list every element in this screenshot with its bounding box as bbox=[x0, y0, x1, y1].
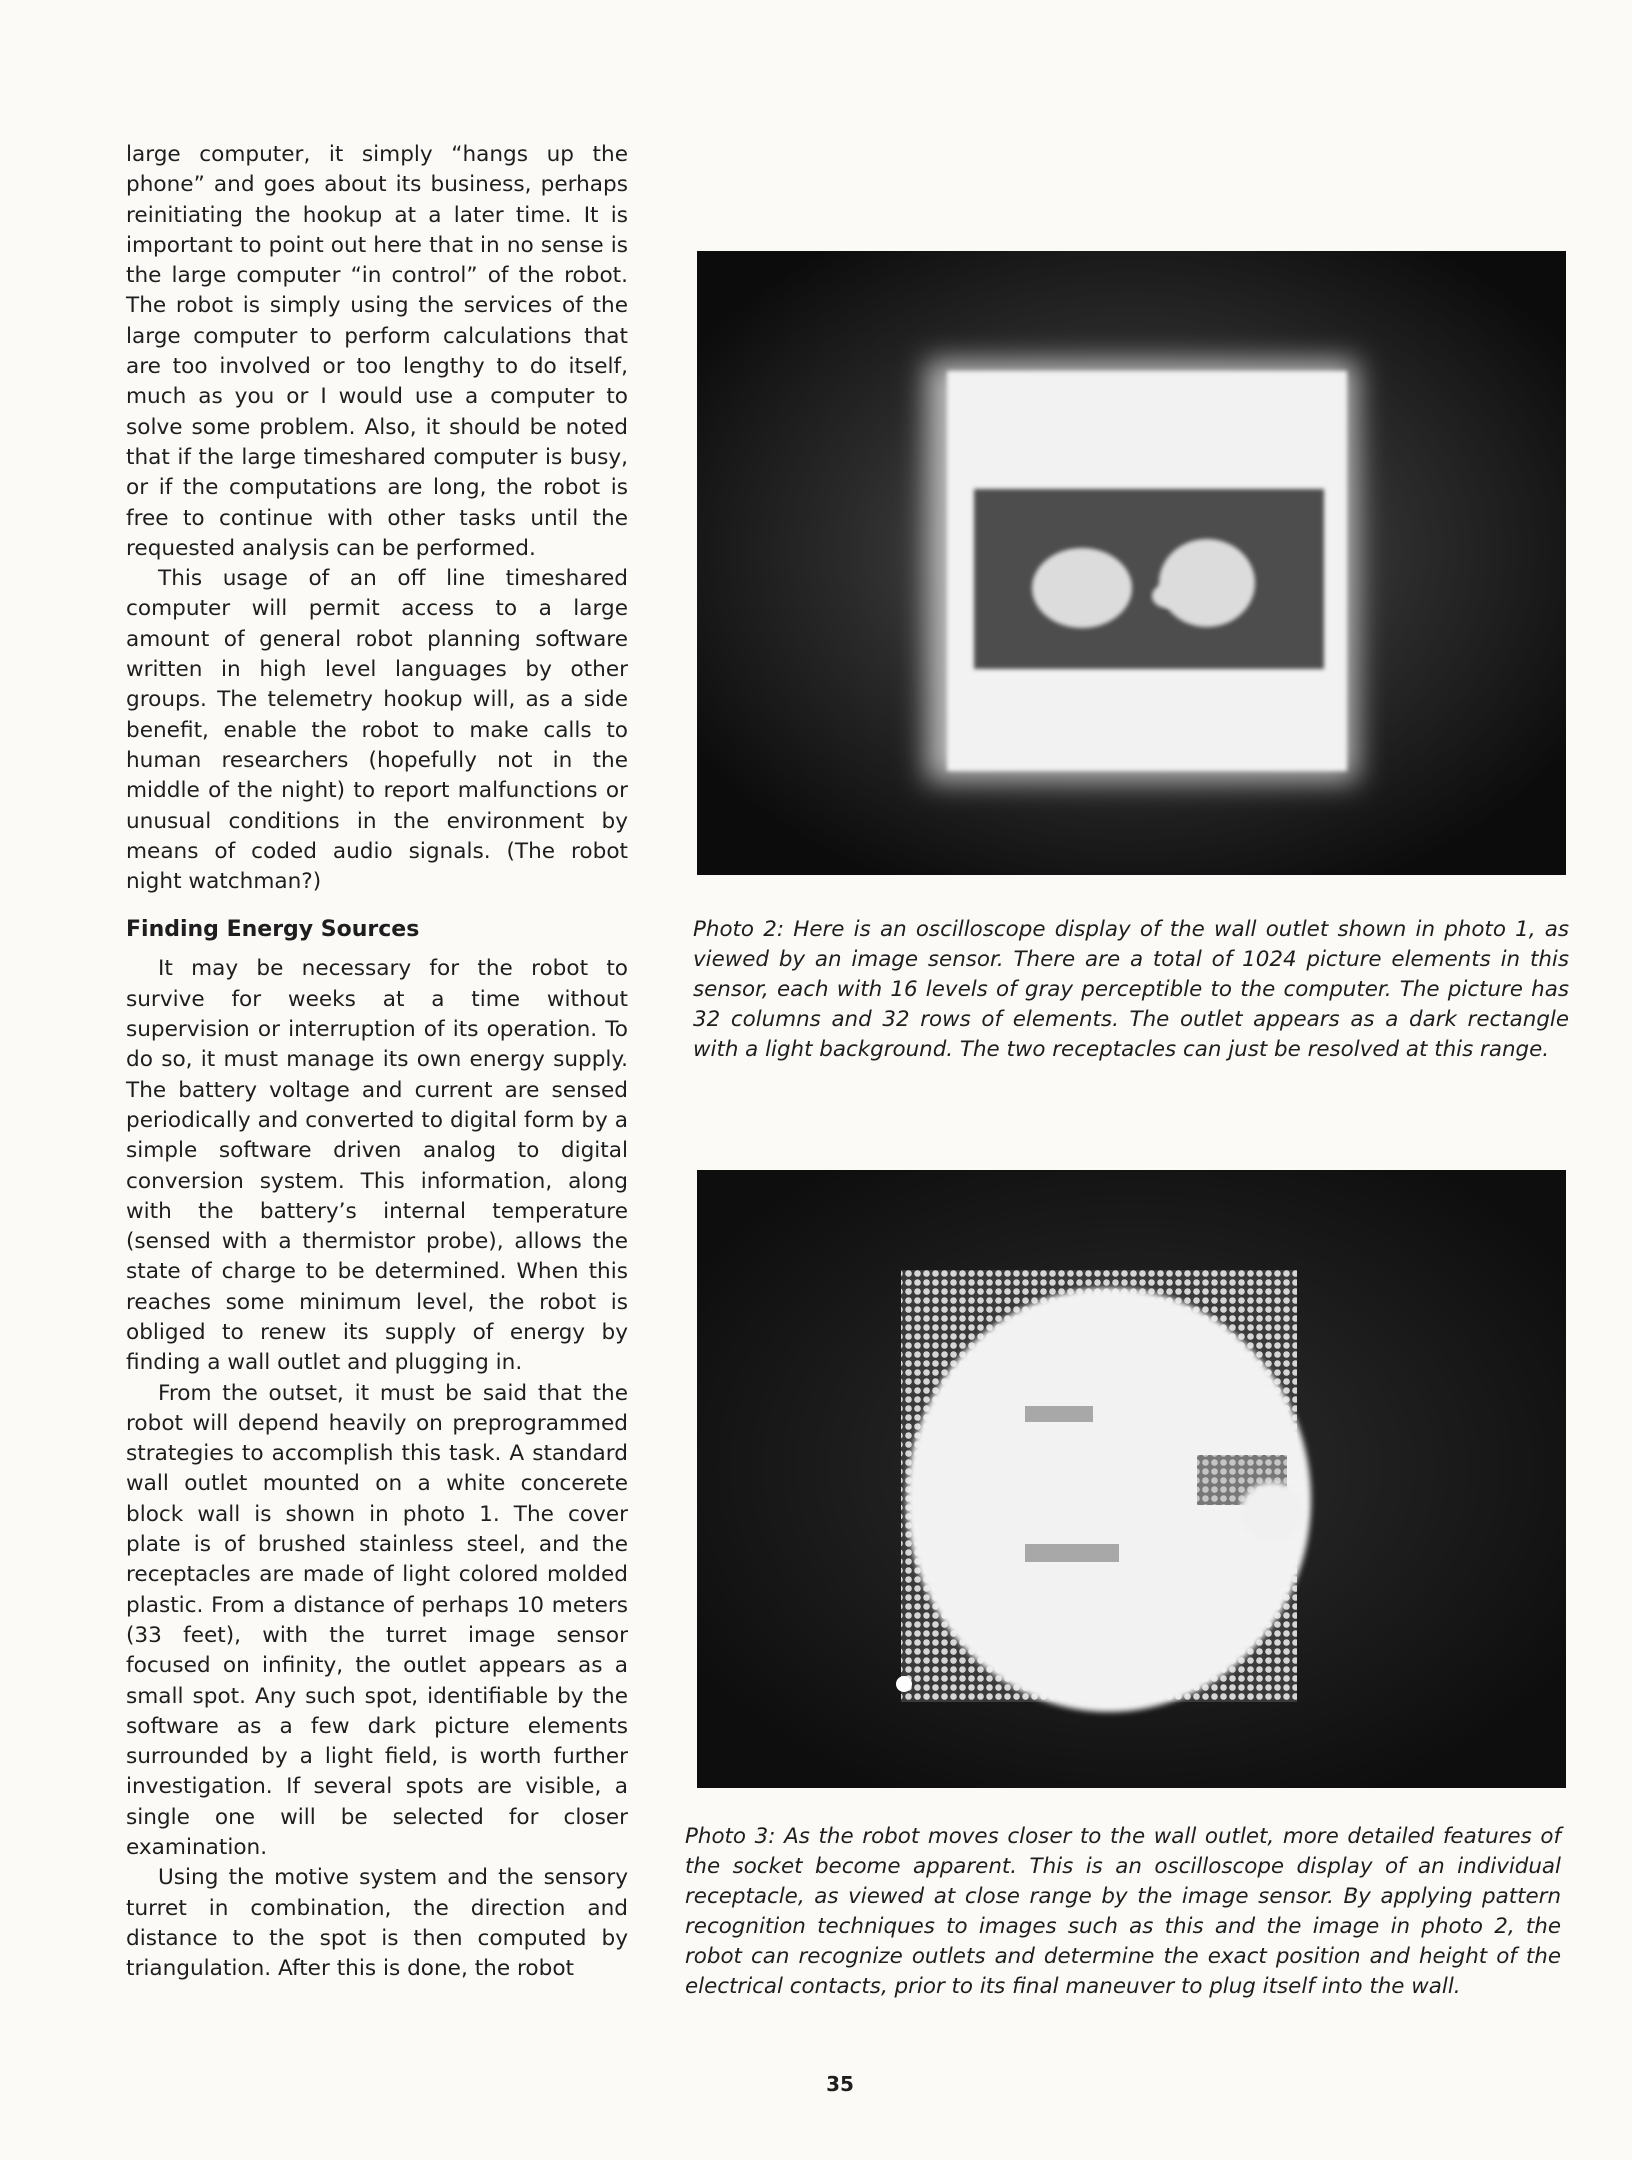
page-number: 35 bbox=[826, 2072, 854, 2096]
photo-3-caption: Photo 3: As the robot moves closer to the wall outlet, more detailed features of the socket become apparent. This is an oscilloscope display of an individual receptacle, as viewed at close range by the image sensor. By applying pattern recognition techniques to images such as this and the image in photo 2, the robot can recognize outlets and determine the exact position and height of the electrical contacts, prior to its final maneuver to plug itself into the wall. bbox=[685, 1824, 1561, 1999]
photo-3-oscilloscope-image bbox=[697, 1170, 1566, 1788]
photo-2-caption: Photo 2: Here is an oscilloscope display of the wall outlet shown in photo 1, as viewed by an image sensor. There are a total of 1024 picture elements in this sensor, each with 16 levels of gray perceptible to the computer. The picture has 32 columns and 32 rows of elements. The outlet appears as a dark rectangle with a light background. The two receptacles can just be resolved at this range. bbox=[693, 917, 1569, 1062]
paragraph-hookup: large computer, it simply “hangs up the phone” and goes about its business, perhaps reinitiating the hookup at a later time. It is important to point out here that in no sense is the large computer “in control” of the robot. The robot is simply using the services of the large computer to perform calculations that are too involved or too lengthy to do itself, much as you or I would use a computer to solve some problem. Also, it should be noted that if the large timeshared computer is busy, or if the computations are long, the robot is free to continue with other tasks until the requested analysis can be performed. bbox=[126, 142, 628, 561]
paragraph-timeshared-usage: This usage of an off line timeshared computer will permit access to a large amount of general robot planning software written in high level languages by other groups. The telemetry hookup will, as a side benefit, enable the robot to make calls to human researchers (hopefully not in the middle of the night) to report malfunctions or unusual conditions in the environment by means of coded audio signals. (The robot night watchman?) bbox=[126, 566, 628, 895]
paragraph-outset: From the outset, it must be said that the robot will depend heavily on preprogrammed strategies to accomplish this task. A standard wall outlet mounted on a white concerete block wall is shown in photo 1. The cover plate is of brushed stainless steel, and the receptacles are made of light colored molded plastic. From a distance of perhaps 10 meters (33 feet), with the turret image sensor focused on infinity, the outlet appears as a small spot. Any such spot, identifiable by the software as a few dark picture elements surrounded by a light field, is worth further investigation. If several spots are visible, a single one will be selected for closer examination. bbox=[126, 1380, 628, 1861]
paragraph-energy-supply: It may be necessary for the robot to survive for weeks at a time without supervision or interruption of its operation. To do so, it must manage its own energy supply. The battery voltage and current are sensed periodically and converted to digital form by a simple software driven analog to digital conversion system. This information, along with the battery’s internal temperature (sensed with a thermistor probe), allows the state of charge to be determined. When this reaches some minimum level, the robot is obliged to renew its supply of energy by finding a wall outlet and plugging in. bbox=[126, 956, 628, 1376]
paragraph-triangulation: Using the motive system and the sensory turret in combination, the direction and distance to the spot is then computed by triangulation. After this is done, the robot bbox=[126, 1865, 628, 1982]
photo-2-oscilloscope-image bbox=[697, 251, 1566, 875]
left-text-column bbox=[126, 140, 628, 1985]
section-heading-energy: Finding Energy Sources bbox=[126, 917, 420, 943]
